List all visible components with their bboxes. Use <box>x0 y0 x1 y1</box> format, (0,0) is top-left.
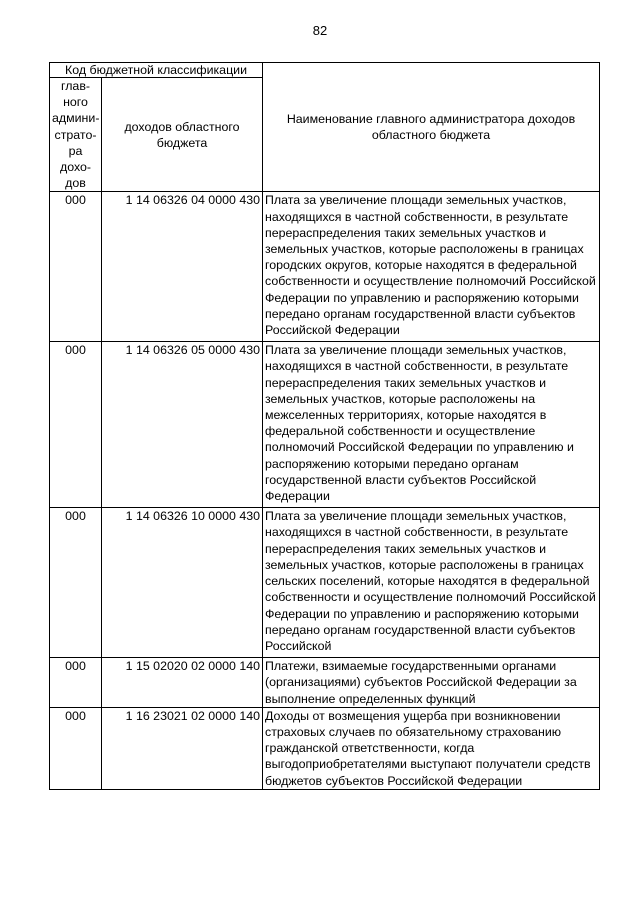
admin-code-cell: 000 <box>50 508 102 658</box>
income-code-cell: 1 16 23021 02 0000 140 <box>102 707 263 789</box>
admin-code-cell: 000 <box>50 342 102 508</box>
income-name-cell: Плата за увеличение площади земельных участков, находящихся в частной собственности, в результате перераспределения таких земельных участков и земельных участков, которые расположены в границах городских округов, которые находятся в федеральной собственности и осуществление полномочий Российской Федерации по управлению и распоряжению которыми передано органам государственной власти субъектов Российской Федерации <box>263 192 600 342</box>
income-name-cell: Плата за увеличение площади земельных участков, находящихся в частной собственности, в результате перераспределения таких земельных участков и земельных участков, которые расположены в границах сельских поселений, которые находятся в федеральной собственности и осуществление полномочий Российской Федерации по управлению и распоряжению которыми передано органам государственной власти субъектов Российской <box>263 508 600 658</box>
administrator-name-header: Наименование главного администратора доходов областного бюджета <box>263 63 600 192</box>
admin-code-cell: 000 <box>50 658 102 708</box>
table-row <box>50 192 600 342</box>
income-code-header: доходов областного бюджета <box>102 78 263 192</box>
admin-code-cell: 000 <box>50 707 102 789</box>
budget-classification-table <box>49 62 600 790</box>
admin-code-cell: 000 <box>50 192 102 342</box>
budget-classification-code-header: Код бюджетной классификации <box>50 63 263 78</box>
income-code-cell: 1 14 06326 10 0000 430 <box>102 508 263 658</box>
table-row <box>50 508 600 658</box>
income-code-cell: 1 15 02020 02 0000 140 <box>102 658 263 708</box>
income-name-cell: Доходы от возмещения ущерба при возникновении страховых случаев по обязательному страхованию гражданской ответственности, когда выгодоприобретателями выступают получатели средств бюджетов субъектов Российской Федерации <box>263 707 600 789</box>
page-number: 82 <box>312 23 328 38</box>
admin-code-header: глав- ного админи- страто- ра дохо- дов <box>50 78 102 192</box>
income-name-cell: Платежи, взимаемые государственными органами (организациями) субъектов Российской Федерации за выполнение определенных функций <box>263 658 600 708</box>
table-row <box>50 658 600 708</box>
table-row <box>50 707 600 789</box>
income-name-cell: Плата за увеличение площади земельных участков, находящихся в частной собственности, в результате перераспределения таких земельных участков и земельных участков, которые расположены на межселенных территориях, которые находятся в федеральной собственности и осуществление полномочий Российской Федерации по управлению и распоряжению которыми передано органам государственной власти субъектов Российской Федерации <box>263 342 600 508</box>
table-row <box>50 342 600 508</box>
table-header-row-group <box>50 63 600 78</box>
income-code-cell: 1 14 06326 05 0000 430 <box>102 342 263 508</box>
income-code-cell: 1 14 06326 04 0000 430 <box>102 192 263 342</box>
